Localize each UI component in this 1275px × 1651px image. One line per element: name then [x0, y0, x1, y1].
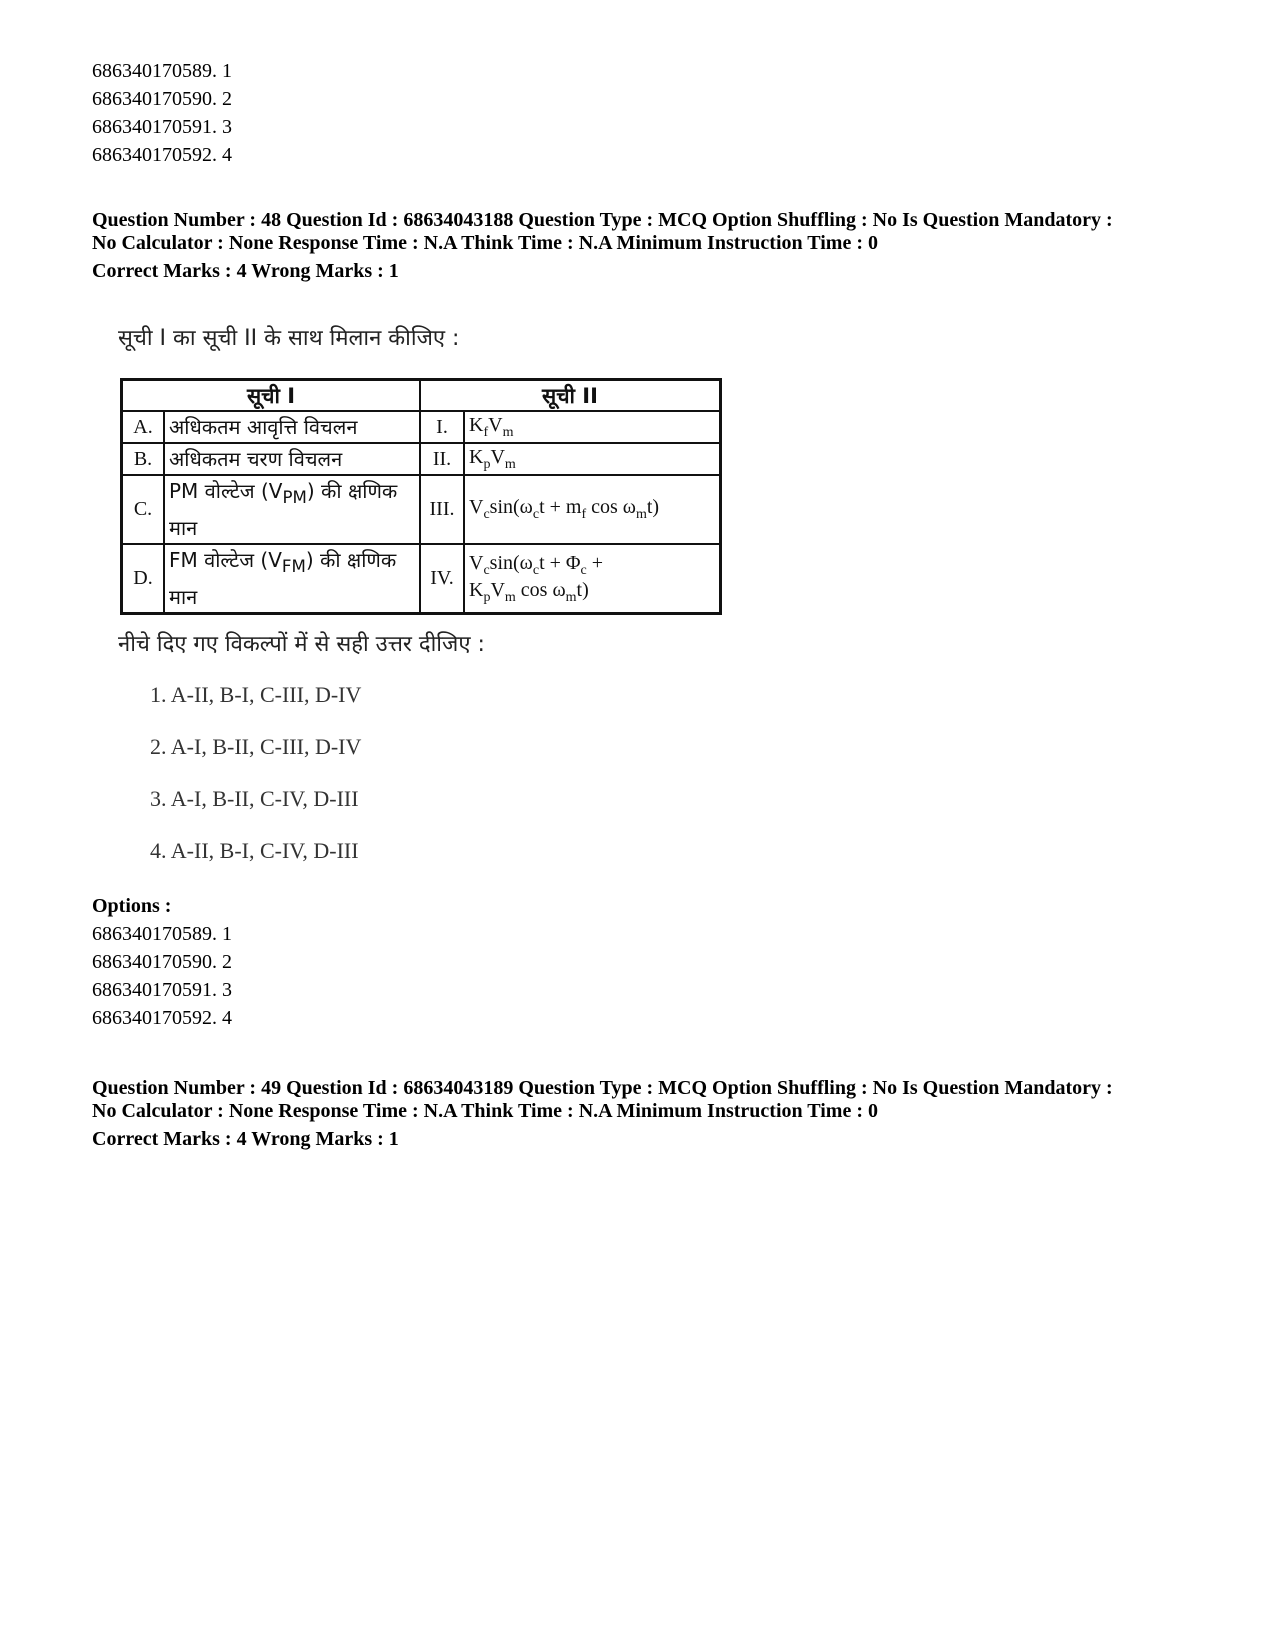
list-1-item: PM वोल्टेज $(V_{PM})$ की क्षणिक मान — [164, 475, 420, 544]
list-1-item: FM वोल्टेज $(V_{FM})$ की क्षणिक मान — [164, 544, 420, 614]
option-line: 686340170592. 4 — [92, 144, 232, 166]
question-prompt: सूची I का सूची II के साथ मिलान कीजिए : — [118, 326, 460, 351]
row-label: B. — [122, 443, 165, 475]
list-2-formula: $V_c\sin(\omega_ct + m_f$ $\cos \omega_mt$) — [464, 475, 721, 544]
table-row — [122, 443, 721, 475]
question-header-line: No Calculator : None Response Time : N.A Think Time : N.A Minimum Instruction Time : 0 — [92, 1100, 878, 1122]
answer-choice: 1. A-II, B-I, C-III, D-IV — [150, 682, 362, 707]
list-2-formula: $V_c\sin(\omega_ct + \Phi_c$ + $K_pV_m$ $\cos \omega_mt$) — [464, 544, 721, 614]
row-roman: IV. — [420, 544, 464, 614]
row-label: D. — [122, 544, 165, 614]
table-row — [122, 475, 721, 544]
list-2-formula: $K_fV_m$ — [464, 411, 721, 443]
option-line: 686340170589. 1 — [92, 923, 232, 945]
table-row — [122, 411, 721, 443]
answer-instruction: नीचे दिए गए विकल्पों में से सही उत्तर दीजिए : — [118, 632, 485, 657]
option-line: 686340170590. 2 — [92, 951, 232, 973]
list-1-item: अधिकतम आवृत्ति विचलन — [164, 411, 420, 443]
question-marks: Correct Marks : 4 Wrong Marks : 1 — [92, 1128, 399, 1150]
match-table — [120, 378, 722, 615]
list-1-header: सूची I — [122, 380, 421, 412]
question-header-line: Question Number : 49 Question Id : 68634043189 Question Type : MCQ Option Shuffling : No Is Question Mandatory : — [92, 1077, 1113, 1099]
question-header-line: No Calculator : None Response Time : N.A Think Time : N.A Minimum Instruction Time : 0 — [92, 232, 878, 254]
row-roman: I. — [420, 411, 464, 443]
option-line: 686340170589. 1 — [92, 60, 232, 82]
question-marks: Correct Marks : 4 Wrong Marks : 1 — [92, 260, 399, 282]
list-2-formula: $K_pV_m$ — [464, 443, 721, 475]
option-line: 686340170592. 4 — [92, 1007, 232, 1029]
answer-choice: 4. A-II, B-I, C-IV, D-III — [150, 838, 359, 863]
row-label: C. — [122, 475, 165, 544]
row-roman: III. — [420, 475, 464, 544]
row-label: A. — [122, 411, 165, 443]
option-line: 686340170591. 3 — [92, 116, 232, 138]
answer-choice: 2. A-I, B-II, C-III, D-IV — [150, 734, 362, 759]
option-line: 686340170590. 2 — [92, 88, 232, 110]
list-2-header: सूची II — [420, 380, 721, 412]
option-line: 686340170591. 3 — [92, 979, 232, 1001]
question-header-line: Question Number : 48 Question Id : 68634043188 Question Type : MCQ Option Shuffling : No Is Question Mandatory : — [92, 209, 1113, 231]
list-1-item: अधिकतम चरण विचलन — [164, 443, 420, 475]
answer-choice: 3. A-I, B-II, C-IV, D-III — [150, 786, 359, 811]
row-roman: II. — [420, 443, 464, 475]
options-label: Options : — [92, 895, 172, 917]
table-row — [122, 544, 721, 614]
